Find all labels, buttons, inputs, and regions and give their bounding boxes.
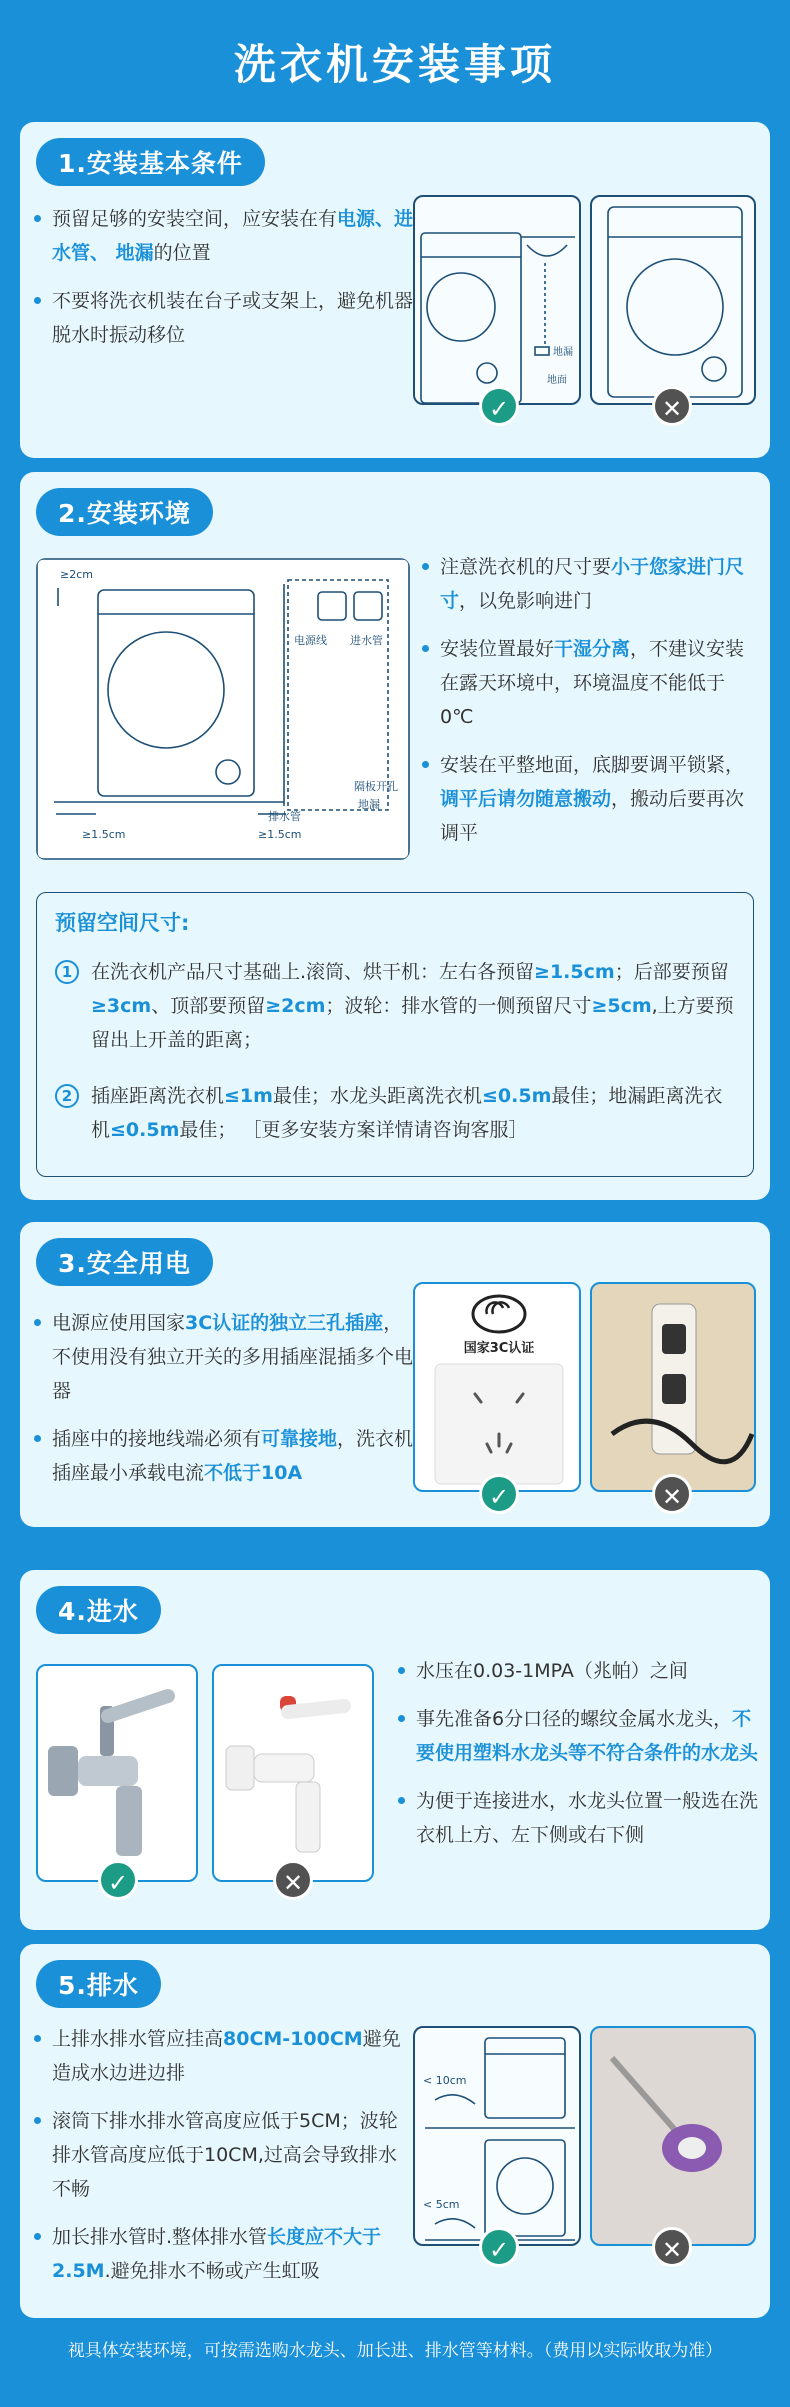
- socket-illustration: [415, 1284, 581, 1492]
- bullet-item: 注意洗衣机的尺寸要小于您家进门尺寸，以免影响进门: [422, 550, 758, 618]
- section-heading: 1.安装基本条件: [36, 138, 265, 186]
- space-item-2: 2 插座距离洗衣机≤1m最佳；水龙头距离洗衣机≤0.5m最佳；地漏距离洗衣机≤0.5m最佳； ［更多安装方案详情请咨询客服］: [55, 1079, 740, 1147]
- bullet-item: 水压在0.03-1MPA（兆帕）之间: [398, 1654, 760, 1688]
- space-item-1: 1 在洗衣机产品尺寸基础上.滚筒、烘干机：左右各预留≥1.5cm；后部要预留≥3cm、顶部要预留≥2cm；波轮：排水管的一侧预留尺寸≥5cm,上方要预留出上开盖的距离；: [55, 955, 740, 1057]
- siphon-drain-photo: [590, 2026, 756, 2246]
- bullet-item: 上排水排水管应挂高80CM-100CM避免造成水边进边排: [34, 2022, 414, 2090]
- gap-top-label: ≥2cm: [60, 568, 93, 581]
- bullet-item: 为便于连接进水，水龙头位置一般选在洗衣机上方、左下侧或右下侧: [398, 1784, 760, 1852]
- bullet-list: [422, 550, 758, 864]
- front-load-height-label: < 5cm: [423, 2198, 460, 2211]
- bullet-list: [398, 1654, 760, 1866]
- plastic-faucet-photo: [212, 1664, 374, 1882]
- section-heading: 2.安装环境: [36, 488, 213, 536]
- correct-install-diagram: [413, 195, 581, 405]
- washer-on-stand-illustration: [592, 197, 756, 405]
- bullet-item: 安装位置最好干湿分离，不建议安装在露天环境中，环境温度不能低于0℃: [422, 632, 758, 734]
- floor-label: 地面: [547, 375, 567, 386]
- bullet-item: 加长排水管时.整体排水管长度应不大于2.5M.避免排水不畅或产生虹吸: [34, 2220, 414, 2288]
- power-strip-illustration: [592, 1284, 756, 1492]
- clearance-diagram: [36, 558, 410, 860]
- metal-faucet-illustration: [38, 1666, 198, 1882]
- bullet-item: 事先准备6分口径的螺纹金属水龙头，不要使用塑料水龙头等不符合条件的水龙头: [398, 1702, 760, 1770]
- bullet-item: 安装在平整地面，底脚要调平锁紧，调平后请勿随意搬动，搬动后要再次调平: [422, 748, 758, 850]
- drain-pipe-label: 排水管: [268, 810, 301, 823]
- number-badge: 1: [55, 960, 79, 984]
- number-badge: 2: [55, 1084, 79, 1108]
- section-heading: 4.进水: [36, 1586, 161, 1634]
- drain-height-illustration: [415, 2028, 581, 2246]
- floor-drain-label: 地漏: [553, 347, 573, 358]
- drain-height-diagram: [413, 2026, 581, 2246]
- floor-drain-label: 地漏: [358, 798, 380, 811]
- cross-icon: ✕: [652, 386, 692, 426]
- wrong-install-diagram: [590, 195, 756, 405]
- bullet-item: 电源应使用国家3C认证的独立三孔插座，不使用没有独立开关的多用插座混插多个电器: [34, 1306, 414, 1408]
- plastic-faucet-illustration: [214, 1666, 374, 1882]
- section-basic-conditions: [20, 122, 770, 458]
- section-drainage: [20, 1944, 770, 2318]
- cross-icon: ✕: [652, 2227, 692, 2267]
- reserved-space-box: [36, 892, 754, 1177]
- check-icon: ✓: [98, 1860, 138, 1900]
- page-title: 洗衣机安装事项: [233, 40, 556, 89]
- cross-icon: ✕: [652, 1474, 692, 1514]
- section-water-inlet: [20, 1570, 770, 1930]
- power-strip-photo: [590, 1282, 756, 1492]
- footer-note: 视具体安装环境，可按需选购水龙头、加长进、排水管等材料。（费用以实际收取为准）: [67, 2341, 723, 2361]
- gap-right-label: ≥1.5cm: [258, 828, 302, 841]
- bullet-item: 不要将洗衣机装在台子或支架上，避免机器脱水时振动移位: [34, 284, 424, 352]
- section-electrical-safety: [20, 1222, 770, 1527]
- power-label: 电源线: [294, 634, 327, 647]
- metal-faucet-photo: [36, 1664, 198, 1882]
- 3c-socket-photo: [413, 1282, 581, 1492]
- clearance-illustration: [36, 558, 410, 860]
- section-heading: 3.安全用电: [36, 1238, 213, 1286]
- check-icon: ✓: [479, 1474, 519, 1514]
- inlet-label: 进水管: [350, 634, 383, 647]
- bullet-item: 插座中的接地线端必须有可靠接地，洗衣机插座最小承载电流不低于10A: [34, 1422, 414, 1490]
- space-title: 预留空间尺寸:: [55, 911, 190, 935]
- washer-with-drain-illustration: [415, 197, 581, 405]
- top-load-height-label: < 10cm: [423, 2074, 467, 2087]
- bullet-list: [34, 202, 424, 366]
- gap-left-label: ≥1.5cm: [82, 828, 126, 841]
- section-install-environment: [20, 472, 770, 1200]
- board-label: 隔板开孔: [354, 780, 398, 793]
- bullet-list: [34, 1306, 414, 1504]
- 3c-cert-label: 国家3C认证: [463, 1341, 535, 1356]
- check-icon: ✓: [479, 2227, 519, 2267]
- section-heading: 5.排水: [36, 1960, 161, 2008]
- bullet-item: 预留足够的安装空间，应安装在有电源、进水管、 地漏的位置: [34, 202, 424, 270]
- check-icon: ✓: [479, 386, 519, 426]
- cross-icon: ✕: [273, 1860, 313, 1900]
- bullet-item: 滚筒下排水排水管高度应低于5CM；波轮排水管高度应低于10CM,过高会导致排水不畅: [34, 2104, 414, 2206]
- drain-hose-illustration: [592, 2028, 756, 2246]
- bullet-list: [34, 2022, 414, 2302]
